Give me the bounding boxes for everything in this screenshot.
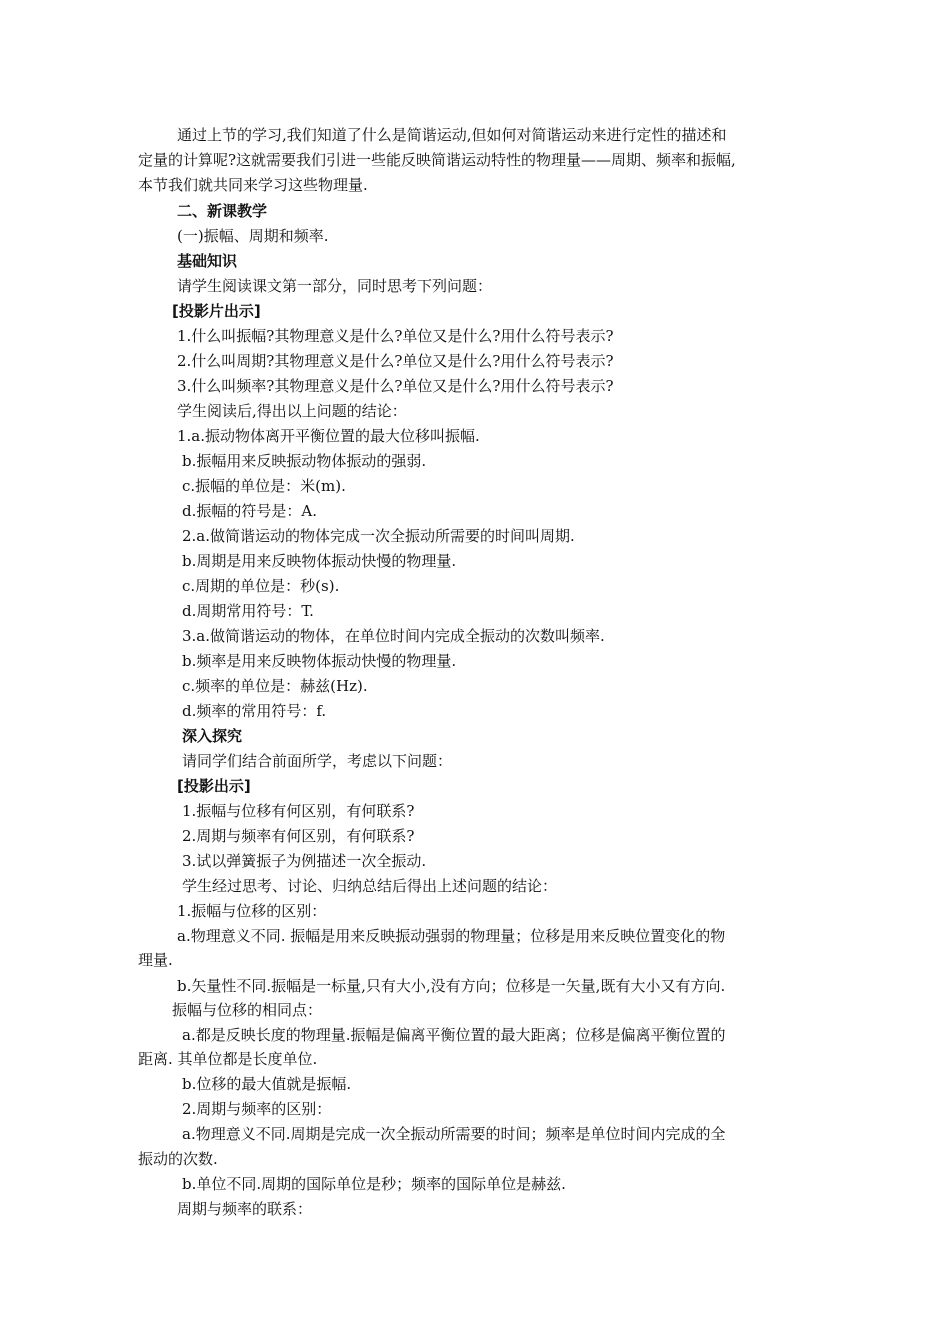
answer-item: c.振幅的单位是：米(m).: [182, 477, 346, 495]
conclusion-item: 2.周期与频率的区别：: [182, 1100, 332, 1118]
answer-item: 1.a.振动物体离开平衡位置的最大位移叫振幅.: [177, 427, 480, 445]
question-item: 3.什么叫频率?其物理意义是什么?单位又是什么?用什么符号表示?: [177, 377, 614, 395]
projection-heading: [投影出示]: [177, 777, 251, 795]
answer-item: b.周期是用来反映物体振动快慢的物理量.: [182, 552, 457, 570]
answer-item: c.周期的单位是：秒(s).: [182, 577, 340, 595]
answer-item: b.振幅用来反映振动物体振动的强弱.: [182, 452, 427, 470]
conclusion-item: 距离. 其单位都是长度单位.: [138, 1050, 318, 1068]
deep-inquiry-heading: 深入探究: [182, 727, 243, 745]
conclusion-item: 振动的次数.: [138, 1150, 218, 1168]
paragraph-line: 请同学们结合前面所学，考虑以下问题：: [182, 752, 453, 770]
basic-knowledge-heading: 基础知识: [177, 252, 238, 270]
answer-item: d.周期常用符号：T.: [182, 602, 314, 620]
question-item: 1.什么叫振幅?其物理意义是什么?单位又是什么?用什么符号表示?: [177, 327, 614, 345]
question-item: 2.什么叫周期?其物理意义是什么?单位又是什么?用什么符号表示?: [177, 352, 614, 370]
conclusion-item: 周期与频率的联系：: [177, 1200, 313, 1218]
conclusion-item: b.单位不同.周期的国际单位是秒；频率的国际单位是赫兹.: [182, 1175, 566, 1193]
answer-item: 3.a.做简谐运动的物体，在单位时间内完成全振动的次数叫频率.: [182, 627, 605, 645]
conclusion-item: a.物理意义不同.周期是完成一次全振动所需要的时间；频率是单位时间内完成的全: [182, 1125, 726, 1143]
conclusion-item: b.矢量性不同.振幅是一标量,只有大小,没有方向；位移是一矢量,既有大小又有方向.: [177, 977, 726, 995]
answer-item: d.振幅的符号是：A.: [182, 502, 317, 520]
conclusion-item: 理量.: [138, 951, 173, 969]
intro-line-3: 本节我们就共同来学习这些物理量.: [138, 176, 368, 194]
question-item: 2.周期与频率有何区别，有何联系?: [182, 827, 415, 845]
conclusion-item: a.物理意义不同. 振幅是用来反映振动强弱的物理量；位移是用来反映位置变化的物: [177, 927, 726, 945]
conclusion-item: 振幅与位移的相同点：: [172, 1001, 323, 1019]
section-heading: 二、新课教学: [177, 202, 268, 220]
paragraph-line: 请学生阅读课文第一部分，同时思考下列问题：: [177, 277, 493, 295]
question-item: 1.振幅与位移有何区别，有何联系?: [182, 802, 415, 820]
conclusion-item: 1.振幅与位移的区别：: [177, 902, 327, 920]
answer-item: d.频率的常用符号：f.: [182, 702, 327, 720]
conclusion-item: b.位移的最大值就是振幅.: [182, 1075, 352, 1093]
question-item: 3.试以弹簧振子为例描述一次全振动.: [182, 852, 427, 870]
paragraph-line: 学生阅读后,得出以上问题的结论：: [177, 402, 407, 420]
subsection-heading: (一)振幅、周期和频率.: [177, 227, 329, 245]
answer-item: c.频率的单位是：赫兹(Hz).: [182, 677, 368, 695]
intro-line-2: 定量的计算呢?这就需要我们引进一些能反映简谐运动特性的物理量——周期、频率和振幅,: [138, 151, 736, 169]
paragraph-line: 学生经过思考、讨论、归纳总结后得出上述问题的结论：: [182, 877, 558, 895]
intro-line-1: 通过上节的学习,我们知道了什么是简谐运动,但如何对简谐运动来进行定性的描述和: [177, 126, 727, 144]
answer-item: 2.a.做简谐运动的物体完成一次全振动所需要的时间叫周期.: [182, 527, 575, 545]
conclusion-item: a.都是反映长度的物理量.振幅是偏离平衡位置的最大距离；位移是偏离平衡位置的: [182, 1026, 726, 1044]
answer-item: b.频率是用来反映物体振动快慢的物理量.: [182, 652, 457, 670]
projection-heading: [投影片出示]: [172, 302, 261, 320]
